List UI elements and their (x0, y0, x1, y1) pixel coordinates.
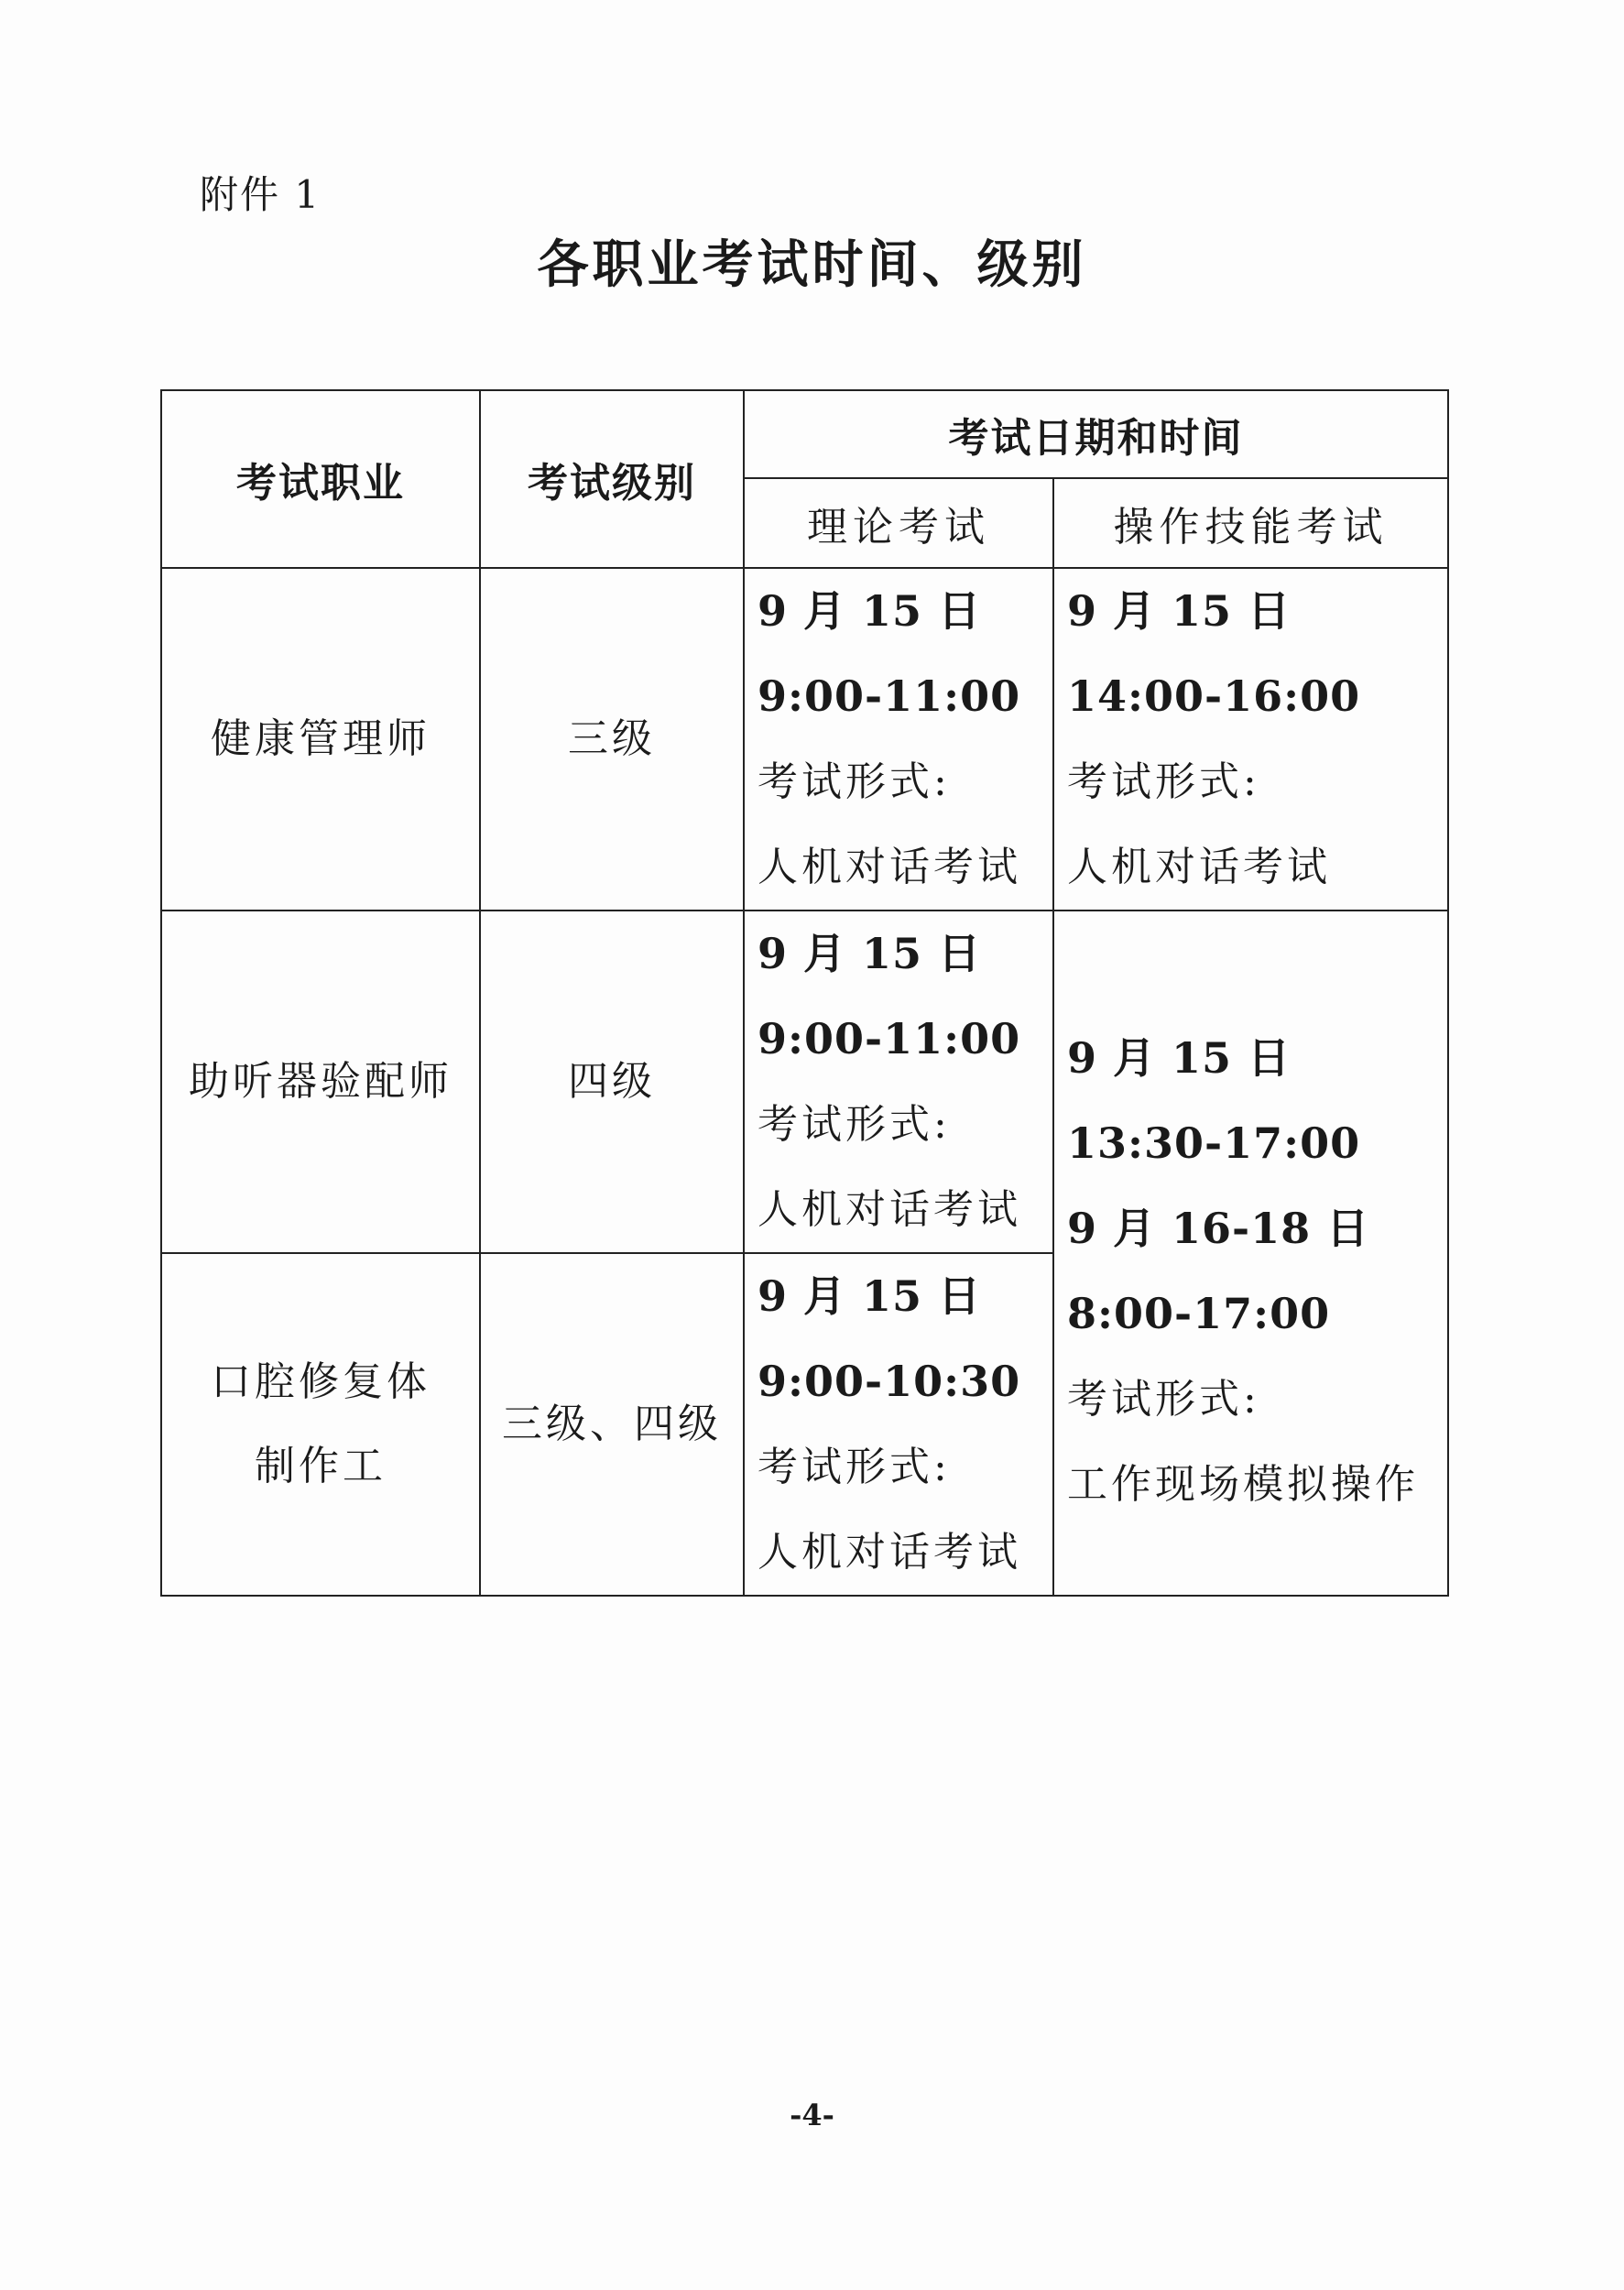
occupation-line: 口腔修复体 (211, 1358, 431, 1405)
header-theory: 理论考试 (744, 478, 1053, 568)
attachment-label: 附件 1 (200, 172, 322, 217)
skill-format-value: 人机对话考试 (1067, 844, 1331, 890)
occupation-cell: 健康管理师 (161, 568, 480, 911)
header-occupation: 考试职业 (161, 390, 480, 568)
page-title: 各职业考试时间、级别 (537, 235, 1087, 295)
skill-date: 9 月 15 日 (1067, 586, 1292, 636)
theory-time: 9:00-10:30 (758, 1357, 1021, 1406)
theory-format-value: 人机对话考试 (758, 844, 1021, 890)
skill-format-label: 考试形式: (1067, 1376, 1260, 1423)
header-level: 考试级别 (480, 390, 744, 568)
skill-time: 13:30-17:00 (1067, 1118, 1361, 1168)
theory-date: 9 月 15 日 (758, 1271, 982, 1321)
skill-time: 8:00-17:00 (1067, 1289, 1331, 1338)
skill-time: 14:00-16:00 (1067, 671, 1361, 721)
theory-cell (744, 568, 1053, 911)
theory-time: 9:00-11:00 (758, 1014, 1021, 1063)
level-cell: 三级 (480, 568, 744, 911)
occupation-cell: 助听器验配师 (161, 911, 480, 1253)
skill-date: 9 月 16-18 日 (1067, 1204, 1370, 1253)
level-cell: 四级 (480, 911, 744, 1253)
shared-skill-cell (1053, 911, 1448, 1596)
theory-format-value: 人机对话考试 (758, 1186, 1021, 1233)
page-number: -4- (790, 2098, 834, 2132)
table-row (161, 911, 1448, 1253)
header-skill: 操作技能考试 (1053, 478, 1448, 568)
theory-date: 9 月 15 日 (758, 586, 982, 636)
skill-format-value: 工作现场模拟操作 (1067, 1461, 1419, 1508)
skill-date: 9 月 15 日 (1067, 1033, 1292, 1083)
theory-time: 9:00-11:00 (758, 671, 1021, 721)
level-cell: 三级、四级 (480, 1253, 744, 1596)
theory-format-label: 考试形式: (758, 758, 951, 805)
theory-date: 9 月 15 日 (758, 929, 982, 978)
exam-schedule-table (160, 389, 1449, 1597)
header-datetime-group: 考试日期和时间 (744, 390, 1448, 478)
theory-format-label: 考试形式: (758, 1444, 951, 1490)
theory-cell (744, 1253, 1053, 1596)
occupation-line: 制作工 (255, 1443, 387, 1489)
theory-format-value: 人机对话考试 (758, 1529, 1021, 1576)
table-row (161, 568, 1448, 911)
occupation-cell (161, 1253, 480, 1596)
theory-format-label: 考试形式: (758, 1101, 951, 1148)
theory-cell (744, 911, 1053, 1253)
skill-format-label: 考试形式: (1067, 758, 1260, 805)
skill-cell (1053, 568, 1448, 911)
